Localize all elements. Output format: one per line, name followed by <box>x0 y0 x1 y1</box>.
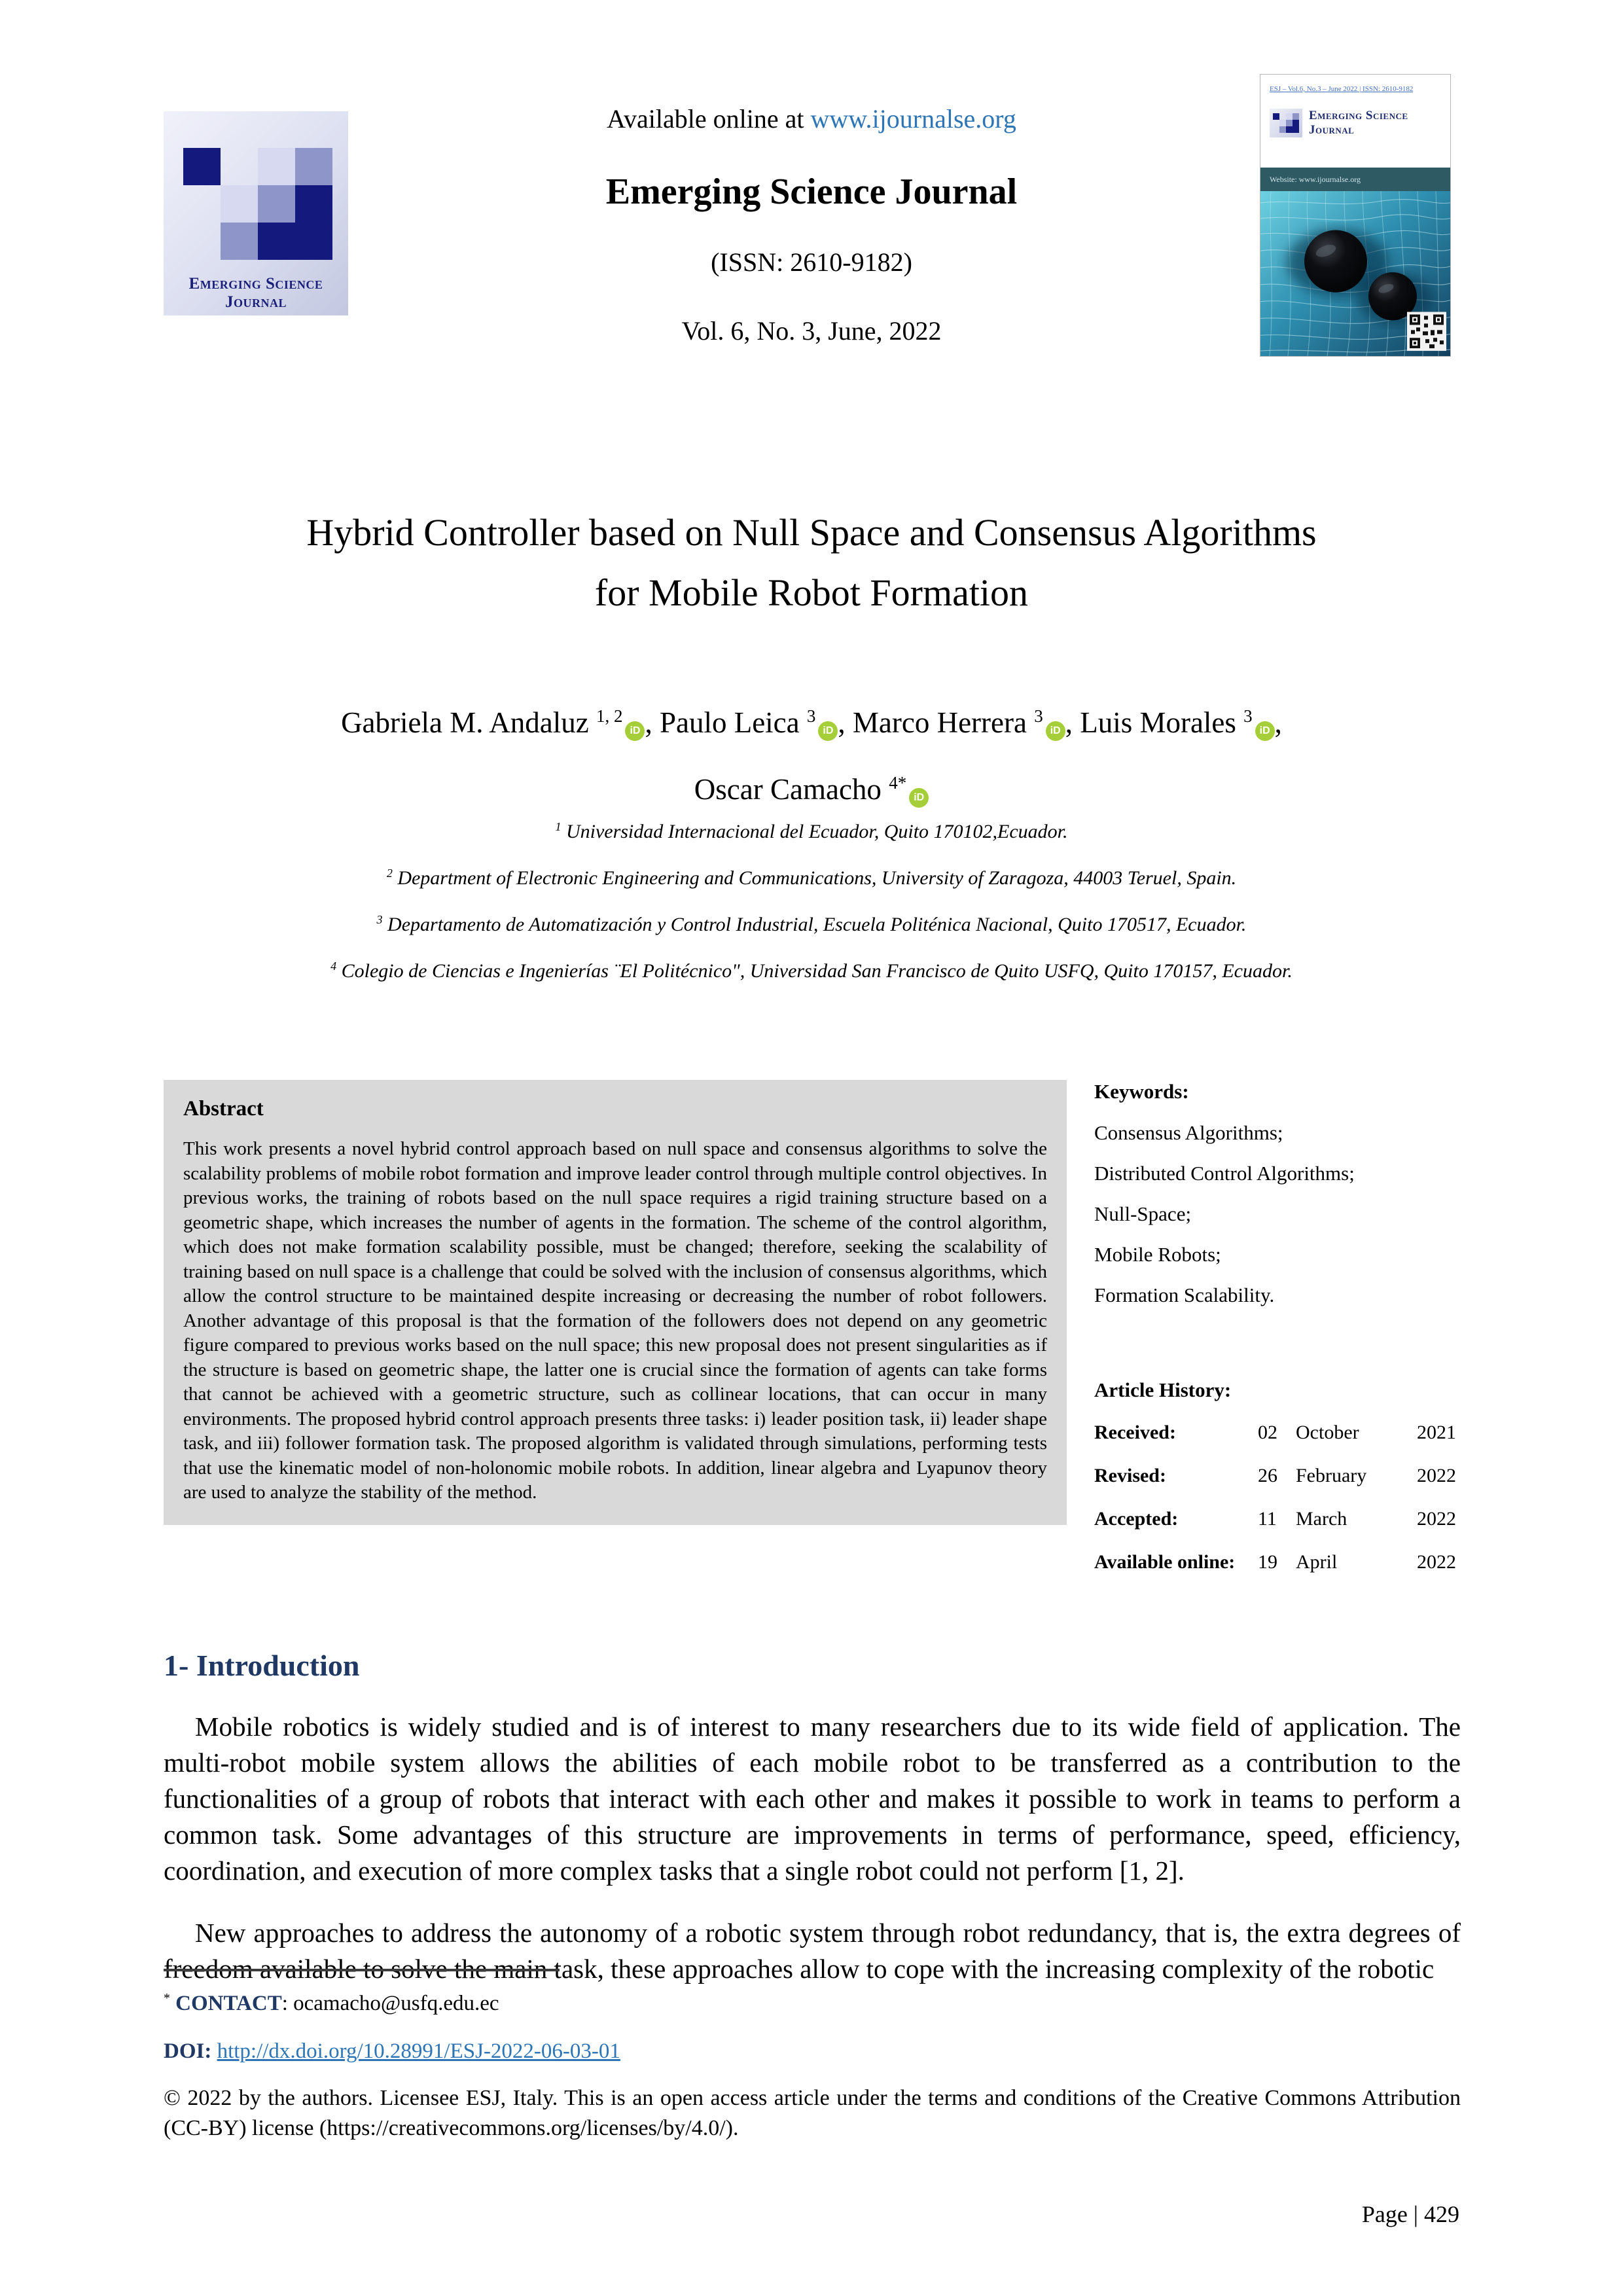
abstract-text: This work presents a novel hybrid control approach based on null space and consensus algorithms to solve the scalability problems of mobile robot formation and improve leader control through multiple control objectives. In previous works, the training of robots based on the null space requires a rigid training structure based on a geometric shape, which increases the number of agents in the formation. The scheme of the control algorithm, which does not make formation scalability possible, must be changed; therefore, seeking the scalability of training based on null space is a challenge that could be solved with the inclusion of consensus algorithms, which allow the control structure to be maintained despite increasing or decreasing the number of robot followers. Another advantage of this proposal is that the formation of the followers does not depend on any geometric figure compared to previous works based on the null space; this new proposal does not present singularities as if the structure is based on geometric shape, the latter one is crucial since the formation of agents can take forms that cannot be achieved with a geometric structure, such as collinear locations, that can occur in many environments. The proposed hybrid control approach presents three tasks: i) leader position task, ii) leader shape task, and iii) follower formation task. The proposed algorithm is validated through simulations, performing tests that use the kinematic model of non-holonomic mobile robots. In addition, linear algebra and Lyapunov theory are used to analyze the stability of the method. <box>183 1138 1047 1503</box>
author-separator: , <box>645 706 652 739</box>
journal-logo <box>164 111 348 315</box>
history-label: Accepted: <box>1094 1508 1179 1530</box>
introduction-paragraph-2: New approaches to address the autonomy of a robotic system through robot redundancy, that is, the extra degrees of freedom available to solve the main task, these approaches allow to cope with the increasing complexity of the robotic <box>164 1918 1461 1984</box>
keywords-heading: Keywords: <box>1094 1080 1189 1103</box>
orcid-icon[interactable] <box>1255 721 1275 741</box>
keyword-item: Null-Space; <box>1094 1202 1192 1225</box>
affiliation-item: $^3$ Departamento de Automatización y Control Industrial, Escuela Politénica Nacional, Quito 170517, Ecuador. <box>376 913 1247 935</box>
keyword-item: Consensus Algorithms; <box>1094 1121 1283 1144</box>
footnote-divider <box>164 1969 560 1971</box>
abstract-section <box>164 1080 1067 1525</box>
history-year: 2022 <box>1417 1508 1456 1530</box>
journal-issn: (ISSN: 2610-9182) <box>711 247 912 277</box>
history-day: 02 <box>1258 1422 1277 1443</box>
introduction-heading: 1- Introduction <box>164 1649 360 1682</box>
author-name: Oscar Camacho <box>694 773 889 806</box>
history-month: March <box>1296 1508 1347 1530</box>
side-column <box>1094 1080 1464 1573</box>
abstract-heading: Abstract <box>183 1097 264 1121</box>
available-online-line <box>419 103 1204 134</box>
author-affil-sup: 3 <box>1243 706 1253 726</box>
author-affil-sup: 4* <box>889 773 907 793</box>
author-name: Gabriela M. Andaluz <box>341 706 596 739</box>
footnote-block <box>164 1969 1461 2144</box>
author-name: Luis Morales <box>1080 706 1244 739</box>
journal-logo-pixel-art <box>183 148 332 260</box>
cover-artwork <box>1260 191 1450 356</box>
contact-asterisk: * <box>164 1991 170 2005</box>
qr-code <box>1407 312 1446 351</box>
cover-masthead-row <box>1270 109 1450 137</box>
orcid-icon[interactable] <box>625 721 645 741</box>
history-day: 11 <box>1258 1508 1277 1530</box>
author-line-1 <box>164 686 1459 753</box>
affiliation-item: $^2$ Department of Electronic Engineering and Communications, University of Zaragoza, 44003 Teruel, Spain. <box>386 867 1237 889</box>
page-number: Page | 429 <box>1361 2201 1459 2227</box>
orcid-icon[interactable] <box>818 721 838 741</box>
keyword-item: Distributed Control Algorithms; <box>1094 1162 1355 1185</box>
cover-issue-line: ESJ – Vol.6, No.3 – June 2022 | ISSN: 2610-9182 <box>1270 85 1414 93</box>
history-day: 26 <box>1258 1465 1277 1486</box>
article-history-heading: Article History: <box>1094 1378 1232 1401</box>
history-day: 19 <box>1258 1551 1277 1573</box>
history-label: Available online: <box>1094 1551 1236 1573</box>
history-year: 2022 <box>1417 1551 1456 1573</box>
affiliation-item: $^4$ Colegio de Ciencias e Ingenierías ¨El Politécnico", Universidad San Francisco de Quito USFQ, Quito 170157, Ecuador. <box>330 960 1293 982</box>
doi-link[interactable]: http://dx.doi.org/10.28991/ESJ-2022-06-03-01 <box>217 2039 620 2063</box>
cover-website-band <box>1260 168 1450 191</box>
available-online-prefix: Available online at <box>607 104 811 134</box>
history-label: Revised: <box>1094 1465 1166 1486</box>
article-title-line2: for Mobile Robot Formation <box>594 571 1029 614</box>
author-separator: , <box>838 706 846 739</box>
orcid-icon[interactable] <box>909 788 929 808</box>
keywords-list <box>1094 1113 1464 1316</box>
contact-label: CONTACT <box>175 1992 282 2015</box>
history-month: April <box>1296 1551 1338 1573</box>
journal-logo-caption: Emerging Science Journal <box>188 275 323 311</box>
keyword-item: Mobile Robots; <box>1094 1243 1221 1266</box>
header-center <box>419 103 1204 346</box>
author-affil-sup: 1, 2 <box>596 706 623 726</box>
author-line-2 <box>164 753 1459 819</box>
author-affil-sup: 3 <box>806 706 816 726</box>
author-separator: , <box>1065 706 1073 739</box>
cover-logo-pixel-art <box>1270 109 1302 137</box>
journal-cover-thumbnail <box>1260 74 1451 357</box>
keyword-item: Formation Scalability. <box>1094 1283 1275 1306</box>
history-label: Received: <box>1094 1422 1176 1443</box>
author-name: Marco Herrera <box>852 706 1035 739</box>
cover-masthead: Emerging Science Journal <box>1309 109 1408 137</box>
history-month: October <box>1296 1422 1359 1443</box>
affiliation-item: $^1$ Universidad Internacional del Ecuador, Quito 170102,Ecuador. <box>555 820 1068 842</box>
gravitational-grid-illustration <box>1260 191 1450 356</box>
contact-line <box>164 1991 1461 2016</box>
introduction-section <box>164 1648 1461 1987</box>
author-separator: , <box>1274 706 1282 739</box>
copyright-notice: © 2022 by the authors. Licensee ESJ, Italy. This is an open access article under the terms and conditions of the Creative Commons Attribution (CC-BY) license (https://creativecommons.org/licenses/by/4.0/). <box>164 2086 1461 2140</box>
history-year: 2021 <box>1417 1422 1456 1443</box>
author-name: Paulo Leica <box>659 706 807 739</box>
orcid-icon[interactable] <box>1046 721 1065 741</box>
history-year: 2022 <box>1417 1465 1456 1486</box>
author-affil-sup: 3 <box>1034 706 1043 726</box>
journal-name: Emerging Science Journal <box>605 171 1018 212</box>
history-month: February <box>1296 1465 1367 1486</box>
author-list <box>164 686 1459 819</box>
doi-label: DOI: <box>164 2039 212 2063</box>
affiliation-list <box>164 815 1459 1001</box>
article-title <box>164 503 1459 623</box>
journal-website-link[interactable]: www.ijournalse.org <box>810 104 1016 134</box>
journal-volume: Vol. 6, No. 3, June, 2022 <box>681 316 942 346</box>
article-history-table <box>1094 1422 1464 1573</box>
cover-website-text: Website: www.ijournalse.org <box>1270 175 1361 184</box>
doi-line <box>164 2039 1461 2064</box>
contact-email: : ocamacho@usfq.edu.ec <box>281 1992 499 2015</box>
article-title-line1: Hybrid Controller based on Null Space and Consensus Algorithms <box>306 511 1317 554</box>
introduction-paragraph-1: Mobile robotics is widely studied and is of interest to many researchers due to its wide field of application. The multi-robot mobile system allows the abilities of each mobile robot to be transferred as a contribution to the functionalities of a group of robots that interact with each other and makes it possible to work in teams to perform a common task. Some advantages of this structure are improvements in terms of performance, speed, efficiency, coordination, and execution of more complex tasks that a single robot could not perform [1, 2]. <box>164 1712 1461 1886</box>
